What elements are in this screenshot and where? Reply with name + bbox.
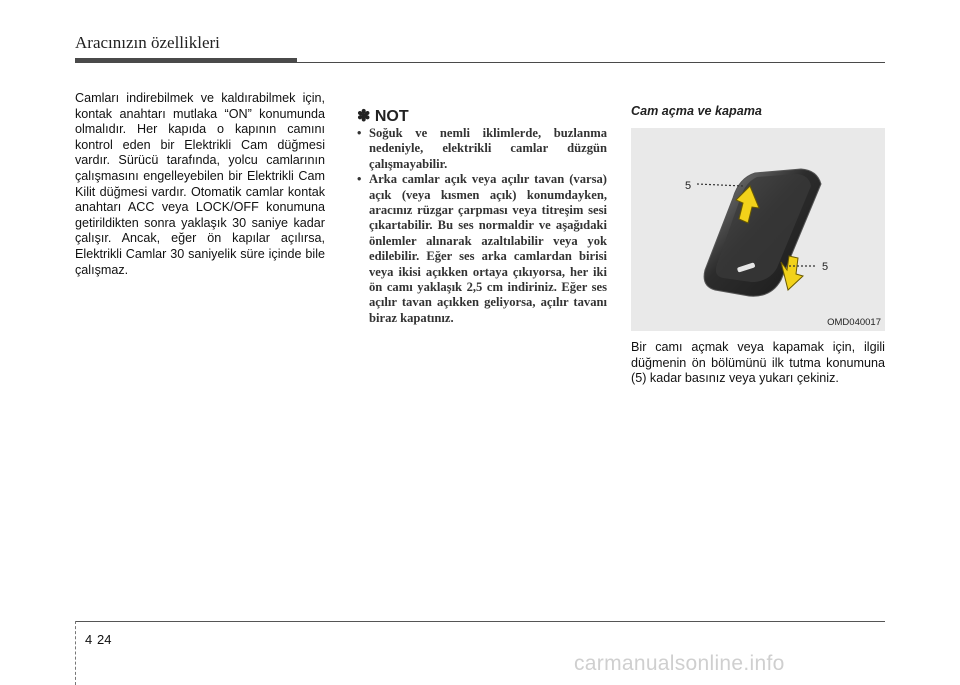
chapter-number: 4 bbox=[85, 632, 93, 647]
header-rule-thin bbox=[297, 62, 885, 63]
page-header-title: Aracınızın özellikleri bbox=[75, 33, 220, 52]
section-heading: Cam açma ve kapama bbox=[631, 104, 762, 118]
right-column-paragraph: Bir camı açmak veya kapamak için, ilgili düğmenin ön bölümünü ilk tutma konumuna (5) kadar basınız veya yukarı çekiniz. bbox=[631, 340, 885, 386]
figure-code: OMD040017 bbox=[827, 317, 881, 328]
note-item-text: Soğuk ve nemli iklimlerde, buzlanma nedeniyle, elektrikli camlar düzgün çalışmayabilir. bbox=[369, 126, 607, 171]
note-item-text: Arka camlar açık veya açılır tavan (varsa) açık (veya kısmen açık) konumdayken, aracınız rüzgar çarpması veya titreşim sesi çıkartabilir. Bu ses normaldir ve aşağıdaki önlemler alınarak azaltılabilir veya yok edilebilir. Eğer ses arka camlardan birisi veya ikisi açıkken ortaya çıkıyorsa, her iki ön camı yaklaşık 2,5 cm indiriniz. Eğer ses açılır tavan açıkken geliyorsa, açılır tavanı biraz kapatınız. bbox=[369, 172, 607, 325]
note-list bbox=[357, 126, 607, 326]
note-item bbox=[357, 126, 607, 172]
note-item bbox=[357, 172, 607, 326]
callout-label-up: 5 bbox=[685, 180, 692, 192]
note-heading-text: NOT bbox=[374, 108, 409, 125]
footer-rule bbox=[75, 621, 885, 622]
footer-vertical-rule bbox=[75, 621, 76, 685]
left-column-paragraph: Camları indirebilmek ve kaldırabilmek için, kontak anahtarı mutlaka “ON” konumunda olmalıdır. Her kapıda o kapının camını kontrol eden bir Elektrikli Cam düğmesi vardır. Sürücü tarafında, yolcu camlarının çalışmasını engelleyebilen bir Elektrikli Cam Kilit düğmesi vardır. Otomatik camlar kontak anahtarı ACC veya LOCK/OFF konumuna getirildikten sonra yaklaşık 30 saniye kadar çalışır. Ancak, eğer ön kapılar açılırsa, Elektrikli Camlar 30 saniyelik süre içinde bile çalışmaz. bbox=[75, 91, 325, 277]
callout-label-down: 5 bbox=[822, 261, 829, 273]
note-heading bbox=[357, 106, 409, 126]
leader-line-up bbox=[697, 184, 743, 186]
bullet: • bbox=[357, 126, 362, 140]
watermark: carmanualsonline.info bbox=[574, 652, 785, 675]
header-rule-thick bbox=[75, 58, 297, 63]
window-switch-figure bbox=[631, 128, 885, 331]
bullet: • bbox=[357, 172, 362, 187]
page-number: 24 bbox=[97, 632, 112, 647]
window-switch-illustration bbox=[631, 128, 885, 331]
note-symbol: ✽ bbox=[357, 108, 371, 125]
